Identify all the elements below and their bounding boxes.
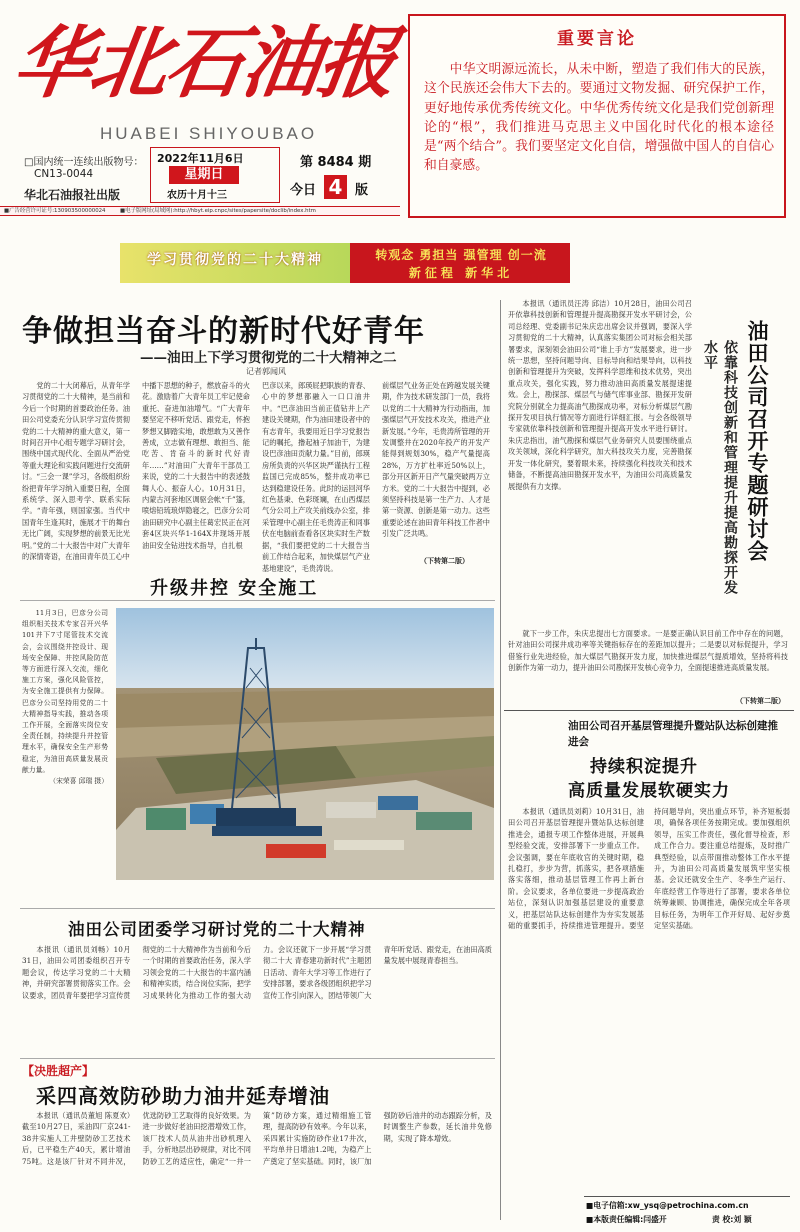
lead-col-4: 前煤层气业务正处在跨越发展关键期，作为技术研发部门一员，我将以党的二十大精神为行动指南，加强煤层气开发技术攻关，推进产业新发展。”今年，毛贵涛所管理的开发调整井在2020年投产的开发产能得到规划30%，稳产气量提高28%，万方扩杜率近50%以上，部分开区新开日产气量突破两万立方米。党的二十大报告中提到，必须坚持科技是第一生产力、人才是第一资源、创新是第一动力。这些重要论述在油田青年科技工作者中引发广泛共鸣。 xyxy=(382,381,490,539)
issue-number: 第 8484 期 xyxy=(300,155,372,170)
lead-subhead: ——油田上下学习贯彻党的二十大精神之二 xyxy=(140,350,397,366)
lead-col-1: 党的二十大闭幕后，从青年学习贯彻党的二十大精神，是当前和今后一个时期的首要政治任务。油田公司党委充分认识学习宣传贯彻党的二十大精神的重大意义，第一时间召开中心组专题学习研讨会，围绕中国式现代化、全面从严治党等重大理论和实践问题进行交流研讨。“三会一课”学习，各级组织纷纷把青年学习纳入重要日程，全面系统学、深入思考学、联系实际学。“青年强，则国家强。当代中国青年生逢其时，施展才干的舞台无比广阔，实现梦想的前景无比光明。”党的二十大报告中对广大青年的深情寄语，在油田青年员工心中 xyxy=(22,381,130,562)
cn-number: CN13-0044 xyxy=(34,168,94,180)
tech-tag: 【决胜超产】 xyxy=(22,1064,95,1078)
right-bottom-headline-1: 持续积淀提升 xyxy=(590,757,698,777)
right-divider xyxy=(504,710,794,711)
photo-credit: （宋荣喜 邱瑞 摄） xyxy=(49,777,108,786)
lead-col-3: 巴彦以来，郎瑛屁把职族的青春、心中的梦想都融入一口口油井中。“巴彦油田当前正值钻井上产建设关键期，作为油田建设者中的有志青年，我要用近日学习党报告记的嘱托，撸起袖子加油干，为建设巴彦油田贡献力量。”目前，郎瑛房所负责的兴华区块严谨执行工程监国已完成85%，整井成功率已达到稳建设任务。此时的运回河华红色基秉、色彩斑斓，在山西煤层气分公司上产攻关前线办公室，排采管理中心副主任毛贵涛正和同事伏在电脑前查看各区块实时生产数据，“我们要把党的二十大报告当前工作结合起来，加快煤层气产业基地建设”，毛贵涛说。 xyxy=(262,381,370,573)
youth-headline: 油田公司团委学习研讨党的二十大精神 xyxy=(68,920,366,939)
banner-right-line2: 新征程 新华北 xyxy=(408,266,514,280)
lead-byline: 记者郭闻风 xyxy=(246,367,286,376)
quote-title: 重要言论 xyxy=(557,29,637,49)
editor-email[interactable]: ■电子信箱:xw_ysq@petrochina.com.cn xyxy=(586,1201,749,1210)
newspaper-logo: 华北石油报 xyxy=(7,18,401,109)
lunar-date: 农历十月十三 xyxy=(167,190,227,201)
right-top-title-sub: 依靠科技创新和管理提升提高勘探开发水平 xyxy=(702,340,738,595)
lead-col-2: 中播下思想的种子，燃放奋斗的火花。激励着广大青年员工牢记使命重托、奋进加油增气。“广大青年要坚定不移听党话、跟党走，怀抱梦想又脚踏实地，敢想敢为又善作善成，立志做有理想、敢担当、能吃苦、肯奋斗的新时代好青年……”对油田广大青年干部员工来说，党的二十大报告中的表述鼓舞人心、振奋人心。10月31日，内蒙古河套地区调驱会帐“千”篷，喷熔铅琉琅焊隐寝之，巴彦分公司油田研究中心副主任葛宏民正在河套4区块兴华1-164X井现场开展油田安全钻进技术指导，自扎根 xyxy=(142,381,250,550)
masthead xyxy=(0,0,800,232)
info-strip xyxy=(0,206,400,216)
tech-headline: 采四高效防砂助力油井延寿增油 xyxy=(36,1084,330,1108)
ad-license: ■广告经营许可证号:130903500000024 xyxy=(4,208,106,214)
date-box xyxy=(150,147,280,203)
lead-headline: 争做担当奋斗的新时代好青年 xyxy=(22,314,425,349)
editor-name: ■本版责任编辑:闫盛开 xyxy=(586,1215,667,1224)
right-bottom-headline-2: 高质量发展软硬实力 xyxy=(568,781,730,801)
theme-banner xyxy=(120,243,570,283)
banner-right-line1: 转观念 勇担当 强管理 创一流 xyxy=(375,248,547,262)
right-top-text: 本报讯（通讯员汪涛 邱洁）10月28日，油田公司召开依靠科技创新和管理提升提高勘探开发水平研讨会，公司总经理、党委副书记朱庆忠出席会议并强调，要深入学习贯彻党的二十大精神，认真落实集团公司对标会相关部署要求，深刻领会油田公司“谁上手方”发展要求，进一步统一思想，坚持问题导向、目标导向和结果导向，以科技创新和管理提升为突破，发挥科学思维和技术优势，突出重点攻关，强化实践，努力推动油田高质量发展提速提效。会上，勘探部、煤层气与储气库事业部、勘探开发研究院分别就全力提高油气勘探成功率，对标分析煤层气勘探开发项目执行情况等方面进行详细汇报。与会各级领导专家就依靠科技创新和管理提升提高开发水平进行研讨。朱庆忠指出，油气勘探和煤层气业务研究人员要围绕重点攻关领域，深化科学研究，加大科技攻关力度，完善勘探开发一体化研究，要着眼未来，持续强化科技攻关和技术储备，不断提高油田勘探开发水平，为油田公司高质量发展提供有力支撑。 xyxy=(508,299,692,491)
quote-text: 中华文明源远流长，从未中断，塑造了我们伟大的民族，这个民族还会伟大下去的。要通过文物发掘、研究保护工作，更好地传承优秀传统文化。中华优秀传统文化是我们党创新理论的“根”，我们推进马克思主义中国化时代化的根本途径是“两个结合”。我们要坚定文化自信，增强做中国人的自信心和自豪感。 xyxy=(424,62,774,174)
photo-story-title: 升级井控 安全施工 xyxy=(150,578,319,599)
youth-text: 本报讯（通讯员刘畅）10月31日，油田公司团委组织召开专题会议，传达学习党的二十大精神，并研究部署贯彻落实工作。会议要求，团员青年要把学习宣传贯彻党的二十大精神作为当前和今后一个时期的首要政治任务，深入学习领会党的二十大报告的丰富内涵和精神实质，结合岗位实际，把学习成果转化为推动工作的强大动力。会议还就下一步开展“学习贯彻二十大 青春建功新时代”主题团日活动、青年大学习等工作进行了安排部署，要求各级团组织把学习宣传工作引向深入，团结带领广大青年听党话、跟党走，在油田高质量发展中展现青春担当。 xyxy=(22,945,492,1000)
photo-caption-text: 11月3日，巴彦分公司组织相关技术专家召开兴华101井下7寸尾管技术交流会，会议围绕井控设计、现场安全保障、井控风险防范等方面进行深入交流，细化施工方案，强化风险管控，为安全施工提供有力保障。巴彦分公司坚持用党的二十大精神指导实践，推动各项工作开展，全面落实岗位安全责任制，持续提升井控管理水平，确保安全生产形势稳定，为油田高质量发展贡献力量。 xyxy=(22,609,108,774)
right-top-continued: （下转第二版） xyxy=(736,697,785,705)
edition-suffix: 版 xyxy=(355,183,369,198)
publisher: 华北石油报社出版 xyxy=(24,188,121,202)
edition-prefix: 今日 xyxy=(290,183,317,198)
right-top-title-main: 油田公司召开专题研讨会 xyxy=(745,320,769,562)
right-bottom-text: 本报讯（通讯员刘莉）10月31日，油田公司召开基层管理提升暨站队达标创建推进会，通报专项工作整体进展，开展典型经验交流，安排部署下一步重点工作。会议强调，要在年底收官的关键时期，稳扎稳打，步步为营，抓落实，把各项措施落实落细，推动基层管理工作再上新台阶。会议要求，各单位要进一步提高政治站位，深刻认识加强基层建设的重要意义，把基层站队达标创建作为夯实发展基础的重要抓手，持续推进管理提升。要坚持问题导向，突出重点环节，补齐短板弱项，确保各项任务按期完成。要加强组织领导，压实工作责任，强化督导检查，形成工作合力。要注重总结提炼，及时推广典型经验，以点带面推动整体工作水平提升，为油田公司高质量发展筑牢坚实根基。会议还就安全生产、冬季生产运行、年底经营工作等进行了部署，要求各单位统筹兼顾、协调推进，确保完成全年各项目标任务，为明年工作开好局、起好步奠定坚实基础。 xyxy=(508,807,790,931)
proofreader: 责 校:刘 颖 xyxy=(712,1215,752,1224)
right-top-text-2: 就下一步工作，朱庆忠提出七方面要求。一是要正确认识目前工作中存在的问题，针对油田公司探井成功率等关键指标存在的差距加以提升；二是要以对标促提升，学习借鉴行业先进经验，加大煤层气勘探开发力度，加快推进煤层气提质增效，坚持将科技创新作为第一动力，提升油田公司勘探开发核心竞争力，全面提速推进高质量发展。 xyxy=(508,629,788,673)
drilling-rig-photo xyxy=(116,608,494,880)
banner-left-text: 学习贯彻党的二十大精神 xyxy=(147,252,323,268)
epaper-link[interactable]: ■电子版网址(局域网):http://hbyt.eip.cnpc/sites/papersite/doclib/index.htm xyxy=(120,208,316,214)
lead-continued: （下转第二版） xyxy=(420,557,469,565)
photo-title-rule xyxy=(20,600,495,601)
tech-text: 本报讯（通讯员董旭 陈夏欢）截至10月27日，采油四厂京241-38井实施人工井壁防砂工艺技术后，已平稳生产40天，累计增油75吨。这是该厂针对不同井况，优选防砂工艺取得的良好效果。为进一步做好老油田挖潜增效工作，该厂技术人员从油井出砂机理入手，分析地层出砂规律，对比不同防砂工艺的适应性，确定“一井一策”防砂方案，通过精细施工管理，提高防砂有效率。今年以来，采四累计实施防砂作业17井次，平均单井日增油1.2吨，为稳产上产奠定了坚实基础。同时，该厂加强防砂后油井的动态跟踪分析，及时调整生产参数，延长油井免修期，实现了降本增效。 xyxy=(22,1111,492,1166)
pinyin-title: HUABEI SHIYOUBAO xyxy=(100,124,318,143)
edition-count xyxy=(290,175,368,199)
edition-number: 4 xyxy=(324,175,348,199)
drilling-rig-image xyxy=(116,608,494,880)
tech-rule xyxy=(20,1058,495,1059)
editor-box xyxy=(584,1196,790,1228)
weekday-badge: 星期日 xyxy=(169,166,239,184)
issue-date: 2022年11月6日 xyxy=(157,152,244,165)
column-divider xyxy=(500,300,501,1220)
important-quote-box xyxy=(408,14,786,218)
youth-rule xyxy=(20,908,495,909)
cn-label: □国内统一连续出版物号： xyxy=(24,157,144,168)
right-bottom-kicker: 油田公司召开基层管理提升暨站队达标创建推进会 xyxy=(568,720,778,748)
photo-caption xyxy=(22,608,108,908)
